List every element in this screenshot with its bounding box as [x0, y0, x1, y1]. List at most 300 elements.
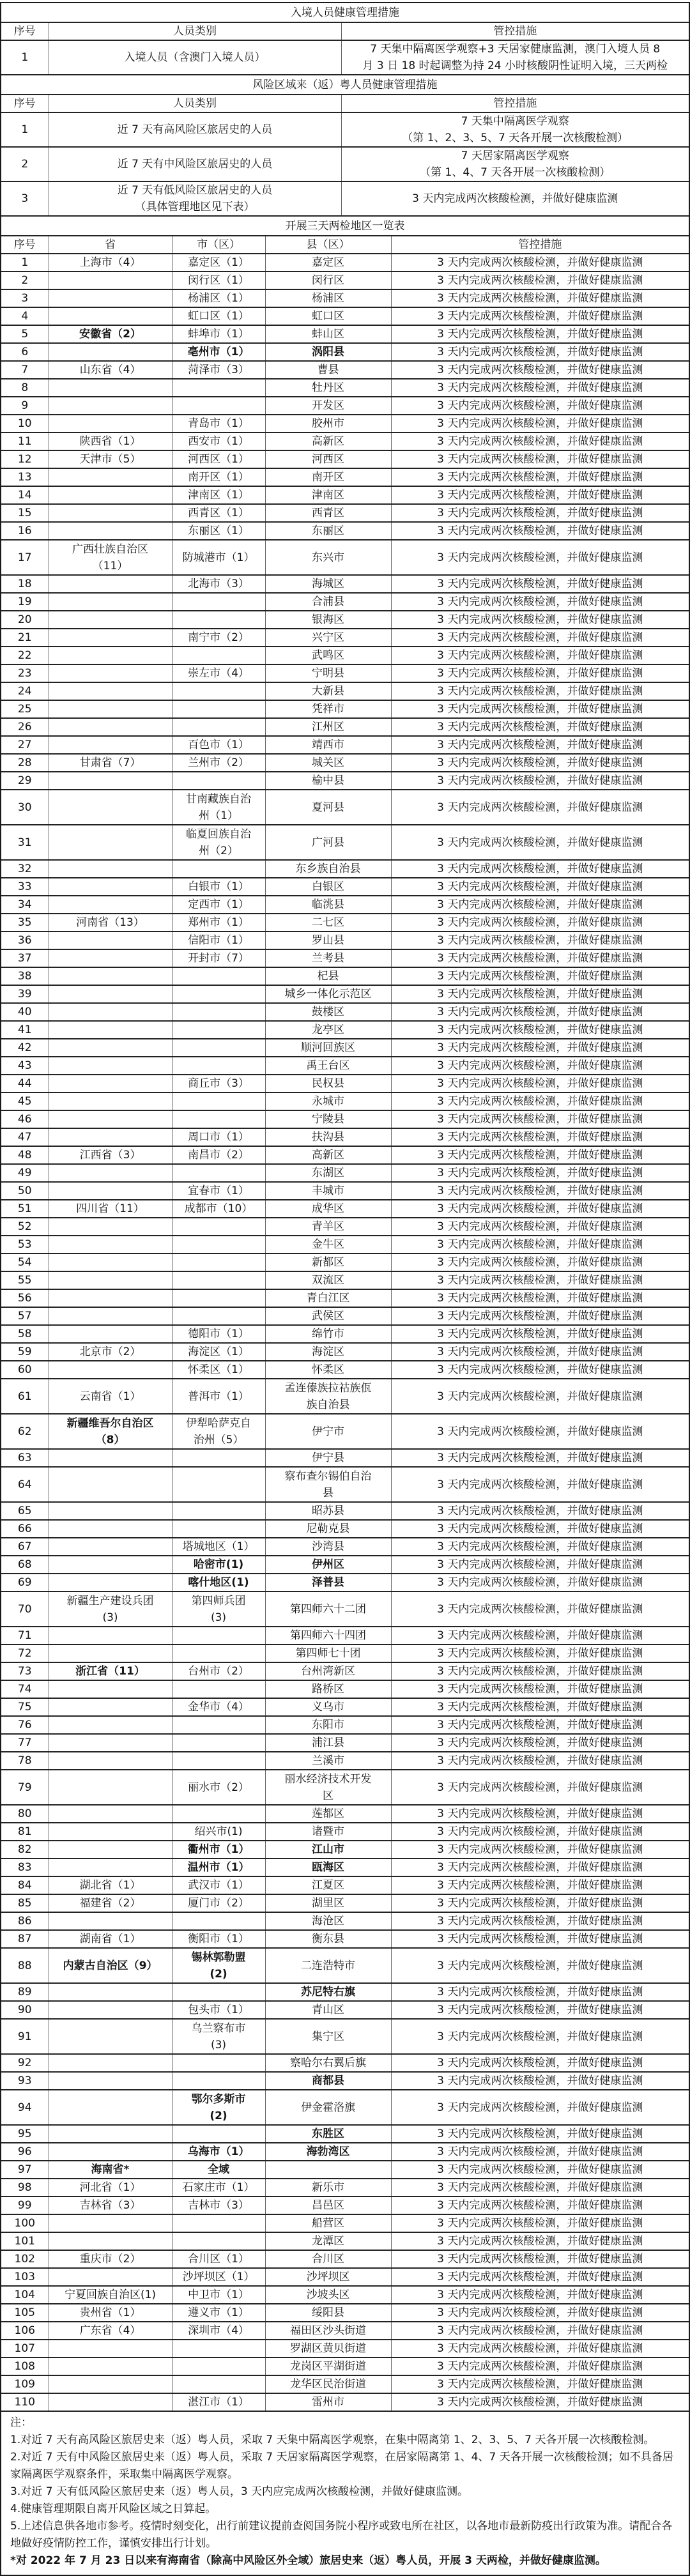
province-cell: 吉林省（3） — [49, 2196, 172, 2214]
province-cell: 海南省* — [49, 2161, 172, 2179]
table-row — [1, 1343, 689, 1361]
city-cell: 衢州市（1） — [172, 1841, 265, 1859]
province-cell — [49, 1254, 172, 1271]
seq-cell: 105 — [1, 2304, 49, 2322]
province-cell — [49, 1983, 172, 2001]
city-cell: 兰州市（2） — [172, 754, 265, 772]
measure-cell: 3 天内完成两次核酸检测，并做好健康监测 — [391, 2001, 689, 2019]
city-cell: 金华市（4） — [172, 1698, 265, 1716]
county-cell: 兴宁区 — [265, 629, 391, 647]
seq-cell: 33 — [1, 878, 49, 896]
county-cell: 合浦县 — [265, 593, 391, 611]
county-cell: 兰考县 — [265, 949, 391, 967]
county-cell: 察哈尔右翼后旗 — [265, 2054, 391, 2072]
city-cell — [172, 1716, 265, 1734]
county-cell: 牡丹区 — [265, 379, 391, 397]
seq-cell: 68 — [1, 1556, 49, 1574]
table-row — [1, 1146, 689, 1164]
city-cell: 绍兴市(1) — [172, 1823, 265, 1841]
seq-cell: 23 — [1, 664, 49, 682]
seq-cell: 109 — [1, 2375, 49, 2393]
province-cell — [49, 1502, 172, 1520]
table-row — [1, 1823, 689, 1841]
seq-cell: 76 — [1, 1716, 49, 1734]
province-cell — [49, 2232, 172, 2250]
measure-cell: 3 天内完成两次核酸检测，并做好健康监测 — [391, 1092, 689, 1110]
city-cell — [172, 1057, 265, 1075]
seq-cell: 78 — [1, 1752, 49, 1770]
province-cell — [49, 967, 172, 985]
table-row — [1, 2375, 689, 2393]
table-row — [1, 2286, 689, 2304]
measure-cell: 7 天集中隔离医学观察 （第 1、2、3、5、7 天各开展一次核酸检测） — [341, 112, 689, 147]
section-title: 开展三天两检地区一览表 — [1, 217, 689, 236]
county-cell: 西青区 — [265, 504, 391, 522]
seq-cell: 59 — [1, 1343, 49, 1361]
seq-cell: 60 — [1, 1361, 49, 1379]
seq-cell: 95 — [1, 2125, 49, 2143]
seq-cell: 108 — [1, 2358, 49, 2375]
province-cell — [49, 647, 172, 664]
seq-cell: 63 — [1, 1449, 49, 1467]
table-row — [1, 415, 689, 433]
province-cell — [49, 2054, 172, 2072]
province-cell — [49, 522, 172, 540]
measure-cell: 3 天内完成两次核酸检测，并做好健康监测 — [391, 985, 689, 1003]
seq-cell: 42 — [1, 1039, 49, 1057]
city-cell — [172, 772, 265, 790]
table-row — [1, 1591, 689, 1627]
seq-cell: 104 — [1, 2286, 49, 2304]
county-cell: 青山区 — [265, 2001, 391, 2019]
measure-cell: 3 天内完成两次核酸检测，并做好健康监测 — [391, 1698, 689, 1716]
measure-cell: 3 天内完成两次核酸检测，并做好健康监测 — [391, 272, 689, 289]
province-cell: 四川省（11） — [49, 1200, 172, 1218]
city-cell: 商丘市（3） — [172, 1075, 265, 1092]
measure-cell: 3 天内完成两次核酸检测，并做好健康监测 — [391, 2250, 689, 2268]
measure-cell: 3 天内完成两次核酸检测，并做好健康监测 — [391, 1912, 689, 1930]
province-cell — [49, 1556, 172, 1574]
province-cell — [49, 1716, 172, 1734]
province-cell — [49, 1520, 172, 1538]
measure-cell: 3 天内完成两次核酸检测，并做好健康监测 — [391, 1770, 689, 1805]
measure-cell: 3 天内完成两次核酸检测，并做好健康监测 — [391, 1110, 689, 1128]
seq-cell: 106 — [1, 2322, 49, 2340]
seq-cell: 102 — [1, 2250, 49, 2268]
province-cell — [49, 2214, 172, 2232]
seq-cell: 31 — [1, 825, 49, 860]
province-cell — [49, 700, 172, 718]
province-cell: 北京市（2） — [49, 1343, 172, 1361]
province-cell — [49, 2072, 172, 2090]
county-cell: 东阳市 — [265, 1716, 391, 1734]
category-cell: 近 7 天有高风险区旅居史的人员 — [49, 112, 341, 147]
seq-cell: 2 — [1, 147, 49, 181]
province-cell — [49, 1110, 172, 1128]
table-row — [1, 700, 689, 718]
city-cell — [172, 2125, 265, 2143]
seq-cell: 19 — [1, 593, 49, 611]
table-row — [1, 611, 689, 629]
county-cell: 临洮县 — [265, 896, 391, 914]
measure-cell: 3 天内完成两次核酸检测，并做好健康监测 — [391, 1734, 689, 1752]
measure-cell: 3 天内完成两次核酸检测，并做好健康监测 — [391, 611, 689, 629]
seq-cell: 46 — [1, 1110, 49, 1128]
city-cell — [172, 1912, 265, 1930]
inbound-title-row — [1, 3, 689, 22]
county-cell: 南开区 — [265, 468, 391, 486]
measure-cell: 3 天内完成两次核酸检测，并做好健康监测 — [391, 931, 689, 949]
measure-cell: 3 天内完成两次核酸检测，并做好健康监测 — [391, 1716, 689, 1734]
measure-cell: 3 天内完成两次核酸检测，并做好健康监测 — [391, 397, 689, 415]
table-row — [1, 1414, 689, 1449]
city-cell — [172, 1520, 265, 1538]
city-cell: 开封市（7） — [172, 949, 265, 967]
measure-cell: 3 天内完成两次核酸检测，并做好健康监测 — [391, 754, 689, 772]
city-cell — [172, 1307, 265, 1325]
table-row — [1, 2054, 689, 2072]
province-cell — [49, 860, 172, 878]
table-row — [1, 664, 689, 682]
province-cell — [49, 1859, 172, 1876]
seq-cell: 84 — [1, 1876, 49, 1894]
province-cell — [49, 1823, 172, 1841]
seq-cell: 80 — [1, 1805, 49, 1823]
seq-cell: 1 — [1, 40, 49, 75]
county-cell: 尼勒克县 — [265, 1520, 391, 1538]
county-cell: 察布查尔锡伯自治 县 — [265, 1467, 391, 1502]
city-cell: 普洱市（1） — [172, 1379, 265, 1414]
measure-cell: 3 天内完成两次核酸检测，并做好健康监测 — [391, 1128, 689, 1146]
province-cell — [49, 1092, 172, 1110]
measure-cell: 3 天内完成两次核酸检测，并做好健康监测 — [391, 1271, 689, 1289]
province-cell: 新疆生产建设兵团 (3) — [49, 1591, 172, 1627]
county-cell: 榆中县 — [265, 772, 391, 790]
county-cell: 高新区 — [265, 433, 391, 450]
province-cell — [49, 1805, 172, 1823]
city-cell — [172, 647, 265, 664]
county-cell: 东兴市 — [265, 540, 391, 575]
section-title: 入境人员健康管理措施 — [1, 3, 689, 22]
seq-cell: 110 — [1, 2393, 49, 2411]
table-row — [1, 2090, 689, 2125]
measure-cell: 3 天内完成两次核酸检测，并做好健康监测 — [391, 2143, 689, 2161]
county-cell: 商都县 — [265, 2072, 391, 2090]
seq-cell: 51 — [1, 1200, 49, 1218]
city-cell: 南宁市（2） — [172, 629, 265, 647]
table-row — [1, 289, 689, 307]
seq-cell: 11 — [1, 433, 49, 450]
table-row — [1, 307, 689, 325]
measure-cell: 3 天内完成两次核酸检测，并做好健康监测 — [391, 2304, 689, 2322]
county-cell: 集宁区 — [265, 2019, 391, 2054]
table-row — [1, 486, 689, 504]
county-cell: 二连浩特市 — [265, 1948, 391, 1983]
city-cell — [172, 1289, 265, 1307]
province-cell — [49, 2340, 172, 2358]
city-cell: 包头市（1） — [172, 2001, 265, 2019]
measure-cell: 3 天内完成两次核酸检测，并做好健康监测 — [391, 2340, 689, 2358]
seq-cell: 48 — [1, 1146, 49, 1164]
province-cell — [49, 2268, 172, 2286]
province-cell — [49, 593, 172, 611]
seq-cell: 94 — [1, 2090, 49, 2125]
province-cell — [49, 289, 172, 307]
city-cell: 成都市（10） — [172, 1200, 265, 1218]
city-cell — [172, 1680, 265, 1698]
measure-cell: 3 天内完成两次核酸检测，并做好健康监测 — [391, 575, 689, 593]
seq-cell: 92 — [1, 2054, 49, 2072]
province-cell — [49, 1680, 172, 1698]
province-cell: 浙江省（11） — [49, 1662, 172, 1680]
city-cell — [172, 1092, 265, 1110]
county-cell: 闵行区 — [265, 272, 391, 289]
measure-cell: 3 天内完成两次核酸检测，并做好健康监测 — [391, 860, 689, 878]
measure-cell: 3 天内完成两次核酸检测，并做好健康监测 — [391, 647, 689, 664]
seq-cell: 5 — [1, 325, 49, 343]
seq-cell: 17 — [1, 540, 49, 575]
table-row — [1, 1039, 689, 1057]
measure-cell: 3 天内完成两次核酸检测，并做好健康监测 — [391, 2393, 689, 2411]
table-row — [1, 2322, 689, 2340]
city-cell: 塔城地区（1） — [172, 1538, 265, 1556]
table-row — [1, 1057, 689, 1075]
province-cell — [49, 415, 172, 433]
measure-cell: 3 天内完成两次核酸检测，并做好健康监测 — [391, 1361, 689, 1379]
table-row — [1, 325, 689, 343]
province-cell — [49, 397, 172, 415]
county-cell: 顺河回族区 — [265, 1039, 391, 1057]
table-row — [1, 2250, 689, 2268]
province-cell — [49, 2143, 172, 2161]
measure-cell: 3 天内完成两次核酸检测，并做好健康监测 — [391, 307, 689, 325]
table-row — [1, 1218, 689, 1236]
seq-cell: 49 — [1, 1164, 49, 1182]
measure-cell: 3 天内完成两次核酸检测，并做好健康监测 — [391, 825, 689, 860]
city-cell — [172, 1271, 265, 1289]
province-cell — [49, 1467, 172, 1502]
county-cell: 龙华区民治街道 — [265, 2375, 391, 2393]
city-cell: 东丽区（1） — [172, 522, 265, 540]
table-row — [1, 1538, 689, 1556]
seq-cell: 27 — [1, 736, 49, 754]
zones-table — [1, 217, 689, 2412]
city-cell: 沙坪坝区（1） — [172, 2268, 265, 2286]
province-cell — [49, 575, 172, 593]
table-row — [1, 2019, 689, 2054]
header-seq: 序号 — [1, 22, 49, 40]
county-cell: 蚌山区 — [265, 325, 391, 343]
table-row — [1, 1200, 689, 1218]
table-row — [1, 468, 689, 486]
county-cell: 民权县 — [265, 1075, 391, 1092]
table-row — [1, 1254, 689, 1271]
seq-cell: 103 — [1, 2268, 49, 2286]
county-cell: 泽普县 — [265, 1574, 391, 1591]
table-row — [1, 2161, 689, 2179]
province-cell — [49, 790, 172, 825]
measure-cell: 3 天内完成两次核酸检测，并做好健康监测 — [391, 1680, 689, 1698]
measure-cell: 3 天内完成两次核酸检测，并做好健康监测 — [391, 1003, 689, 1021]
measure-cell: 3 天内完成两次核酸检测，并做好健康监测 — [391, 1574, 689, 1591]
measure-cell: 3 天内完成两次核酸检测，并做好健康监测 — [391, 1644, 689, 1662]
county-cell: 杨浦区 — [265, 289, 391, 307]
header-category: 人员类别 — [49, 22, 341, 40]
measure-cell: 3 天内完成两次核酸检测，并做好健康监测 — [391, 878, 689, 896]
table-row — [1, 112, 689, 147]
county-cell: 江夏区 — [265, 1876, 391, 1894]
table-row — [1, 2001, 689, 2019]
county-cell: 青白江区 — [265, 1289, 391, 1307]
county-cell: 伊宁市 — [265, 1414, 391, 1449]
county-cell: 曹县 — [265, 361, 391, 379]
city-cell: 北海市（3） — [172, 575, 265, 593]
seq-cell: 12 — [1, 450, 49, 468]
seq-cell: 22 — [1, 647, 49, 664]
province-cell: 甘肃省（7） — [49, 754, 172, 772]
table-row — [1, 1983, 689, 2001]
table-row — [1, 1876, 689, 1894]
city-cell: 防城港市（1） — [172, 540, 265, 575]
measure-cell: 3 天内完成两次核酸检测，并做好健康监测 — [391, 1662, 689, 1680]
table-row — [1, 2232, 689, 2250]
notes-heading: 注： — [10, 2416, 32, 2429]
county-cell: 东丽区 — [265, 522, 391, 540]
seq-cell: 2 — [1, 272, 49, 289]
city-cell — [172, 1467, 265, 1502]
measure-cell: 3 天内完成两次核酸检测，并做好健康监测 — [391, 1556, 689, 1574]
county-cell: 诸暨市 — [265, 1823, 391, 1841]
measure-cell: 3 天内完成两次核酸检测，并做好健康监测 — [391, 2358, 689, 2375]
table-row — [1, 1449, 689, 1467]
measure-cell: 3 天内完成两次核酸检测，并做好健康监测 — [391, 1289, 689, 1307]
table-row — [1, 949, 689, 967]
county-cell: 龙亭区 — [265, 1021, 391, 1039]
city-cell: 鄂尔多斯市 (2) — [172, 2090, 265, 2125]
seq-cell: 8 — [1, 379, 49, 397]
zones-title-row — [1, 217, 689, 236]
province-cell — [49, 1218, 172, 1236]
measure-cell: 3 天内完成两次核酸检测，并做好健康监测 — [391, 1449, 689, 1467]
table-row — [1, 985, 689, 1003]
seq-cell: 3 — [1, 289, 49, 307]
city-cell: 中卫市（1） — [172, 2286, 265, 2304]
seq-cell: 107 — [1, 2340, 49, 2358]
seq-cell: 1 — [1, 254, 49, 272]
county-cell: 杞县 — [265, 967, 391, 985]
province-cell: 新疆维吾尔自治区 （8） — [49, 1414, 172, 1449]
measure-cell: 3 天内完成两次核酸检测，并做好健康监测 — [391, 914, 689, 931]
city-cell — [172, 860, 265, 878]
table-row — [1, 1644, 689, 1662]
seq-cell: 89 — [1, 1983, 49, 2001]
county-cell: 第四师六十二团 — [265, 1591, 391, 1627]
province-cell — [49, 2375, 172, 2393]
province-cell — [49, 1021, 172, 1039]
seq-cell: 85 — [1, 1894, 49, 1912]
seq-cell: 29 — [1, 772, 49, 790]
province-cell — [49, 611, 172, 629]
risk-header-row — [1, 95, 689, 112]
table-row — [1, 1110, 689, 1128]
province-cell — [49, 2393, 172, 2411]
seq-cell: 71 — [1, 1627, 49, 1644]
seq-cell: 83 — [1, 1859, 49, 1876]
city-cell: 温州市（1） — [172, 1859, 265, 1876]
province-cell: 宁夏回族自治区(1) — [49, 2286, 172, 2304]
city-cell — [172, 985, 265, 1003]
county-cell: 海沧区 — [265, 1912, 391, 1930]
table-row — [1, 1680, 689, 1698]
city-cell: 丽水市（2） — [172, 1770, 265, 1805]
seq-cell: 9 — [1, 397, 49, 415]
province-cell — [49, 1538, 172, 1556]
risk-table — [1, 75, 689, 217]
county-cell: 孟连傣族拉祜族佤 族自治县 — [265, 1379, 391, 1414]
city-cell: 南开区（1） — [172, 468, 265, 486]
table-row — [1, 40, 689, 75]
county-cell: 海城区 — [265, 575, 391, 593]
seq-cell: 21 — [1, 629, 49, 647]
seq-cell: 61 — [1, 1379, 49, 1414]
county-cell: 莲都区 — [265, 1805, 391, 1823]
seq-cell: 24 — [1, 682, 49, 700]
measure-cell: 3 天内完成两次核酸检测，并做好健康监测 — [391, 1983, 689, 2001]
header-seq: 序号 — [1, 236, 49, 254]
county-cell: 双流区 — [265, 1271, 391, 1289]
province-cell — [49, 1271, 172, 1289]
table-row — [1, 878, 689, 896]
province-cell — [49, 1644, 172, 1662]
measure-cell: 3 天内完成两次核酸检测，并做好健康监测 — [391, 949, 689, 967]
county-cell: 龙岗区平湖街道 — [265, 2358, 391, 2375]
province-cell — [49, 1307, 172, 1325]
city-cell: 衡阳市（1） — [172, 1930, 265, 1948]
table-row — [1, 1128, 689, 1146]
county-cell: 罗湖区黄贝街道 — [265, 2340, 391, 2358]
county-cell: 瓯海区 — [265, 1859, 391, 1876]
seq-cell: 30 — [1, 790, 49, 825]
measure-cell: 3 天内完成两次核酸检测，并做好健康监测 — [391, 1164, 689, 1182]
table-row — [1, 2340, 689, 2358]
table-row — [1, 1325, 689, 1343]
county-cell — [265, 2161, 391, 2179]
seq-cell: 75 — [1, 1698, 49, 1716]
province-cell — [49, 736, 172, 754]
city-cell — [172, 1236, 265, 1254]
seq-cell: 100 — [1, 2214, 49, 2232]
table-row — [1, 540, 689, 575]
table-row — [1, 1930, 689, 1948]
city-cell — [172, 1644, 265, 1662]
county-cell: 白银区 — [265, 878, 391, 896]
measure-cell: 3 天内完成两次核酸检测，并做好健康监测 — [391, 415, 689, 433]
county-cell: 浦江县 — [265, 1734, 391, 1752]
measure-cell: 3 天内完成两次核酸检测，并做好健康监测 — [391, 1841, 689, 1859]
city-cell — [172, 2232, 265, 2250]
city-cell — [172, 397, 265, 415]
county-cell: 兰溪市 — [265, 1752, 391, 1770]
county-cell: 伊州区 — [265, 1556, 391, 1574]
province-cell — [49, 772, 172, 790]
header-measure: 管控措施 — [341, 95, 689, 112]
measure-cell: 3 天内完成两次核酸检测，并做好健康监测 — [391, 361, 689, 379]
measure-cell: 3 天内完成两次核酸检测，并做好健康监测 — [391, 593, 689, 611]
table-row — [1, 825, 689, 860]
city-cell: 全域 — [172, 2161, 265, 2179]
city-cell: 亳州市（1） — [172, 343, 265, 361]
seq-cell: 40 — [1, 1003, 49, 1021]
